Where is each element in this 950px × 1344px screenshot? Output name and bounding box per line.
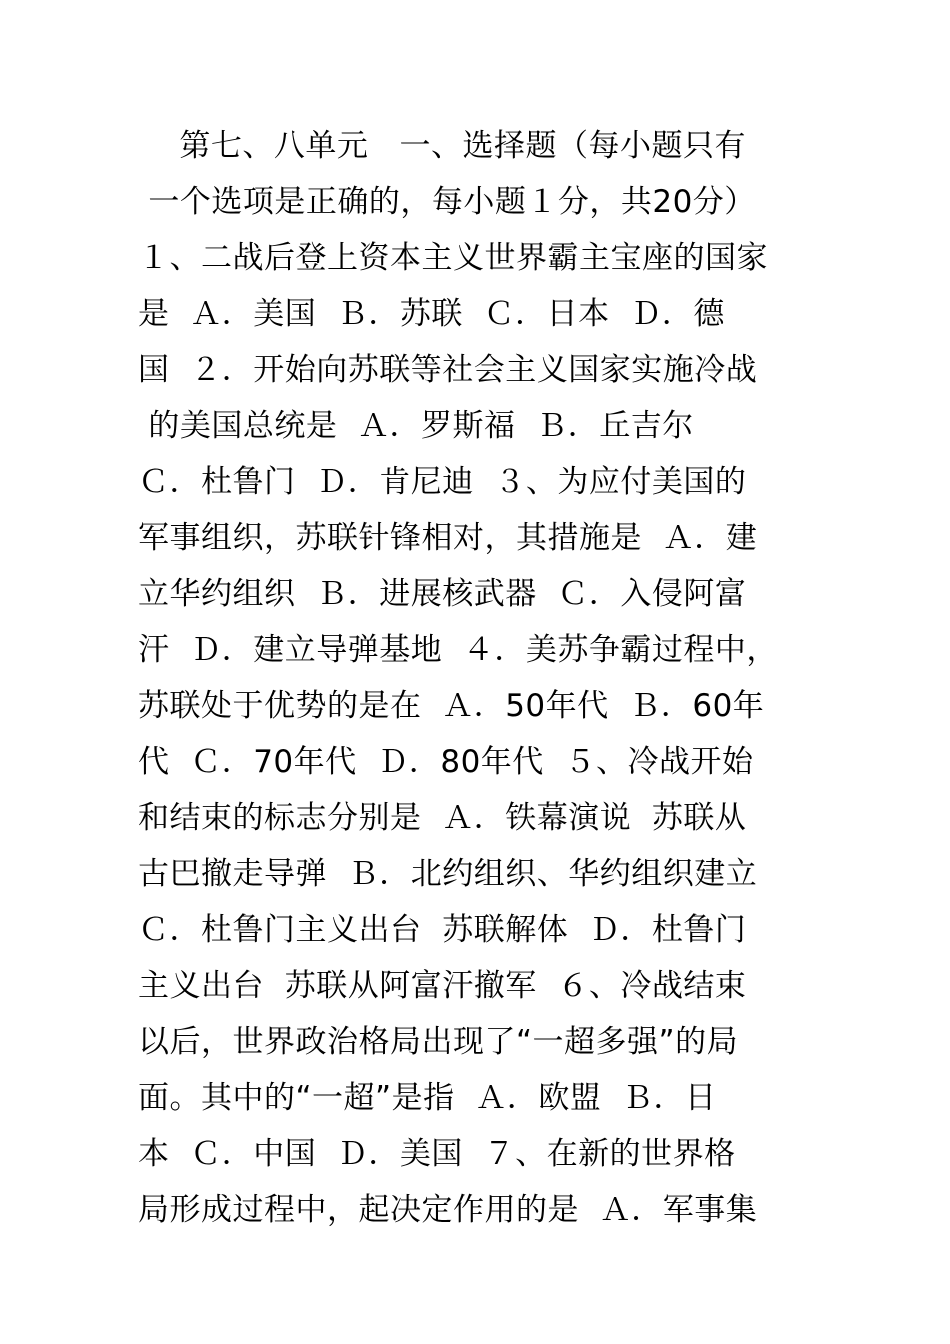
- text-line: Ｃ．杜鲁门主义出台 苏联解体 Ｄ．杜鲁门: [138, 912, 747, 948]
- text-line: 代 Ｃ．70年代 Ｄ．80年代 ５、冷战开始: [138, 744, 754, 780]
- text-line: 国 ２．开始向苏联等社会主义国家实施冷战: [138, 352, 758, 388]
- text-line: 一个选项是正确的，每小题１分，共20分）: [138, 184, 756, 220]
- text-line: １、二战后登上资本主义世界霸主宝座的国家: [138, 240, 768, 276]
- text-line: 本 Ｃ．中国 Ｄ．美国 ７、在新的世界格: [138, 1136, 736, 1172]
- text-line: 立华约组织 Ｂ．进展核武器 Ｃ．入侵阿富: [138, 576, 747, 612]
- text-line: 主义出台 苏联从阿富汗撤军 ６、冷战结束: [138, 968, 747, 1004]
- text-line: 局形成过程中，起决定作用的是 Ａ．军事集: [138, 1192, 758, 1228]
- text-line: 第七、八单元 一、选择题（每小题只有: [138, 128, 746, 164]
- text-line: Ｃ．杜鲁门 Ｄ．肯尼迪 ３、为应付美国的: [138, 464, 747, 500]
- text-line: 面。其中的“一超”是指 Ａ．欧盟 Ｂ．日: [138, 1080, 717, 1116]
- text-line: 苏联处于优势的是在 Ａ．50年代 Ｂ．60年: [138, 688, 765, 724]
- text-line: 的美国总统是 Ａ．罗斯福 Ｂ．丘吉尔: [138, 408, 694, 444]
- text-line: 和结束的标志分别是 Ａ．铁幕演说 苏联从: [138, 800, 747, 836]
- text-line: 军事组织，苏联针锋相对，其措施是 Ａ．建: [138, 520, 758, 556]
- text-line: 汗 Ｄ．建立导弹基地 ４．美苏争霸过程中，: [138, 632, 778, 668]
- text-line: 是 Ａ．美国 Ｂ．苏联 Ｃ．日本 Ｄ．德: [138, 296, 725, 332]
- text-line: 古巴撤走导弹 Ｂ．北约组织、华约组织建立: [138, 856, 758, 892]
- text-line: 以后，世界政治格局出现了“一超多强”的局: [138, 1024, 739, 1060]
